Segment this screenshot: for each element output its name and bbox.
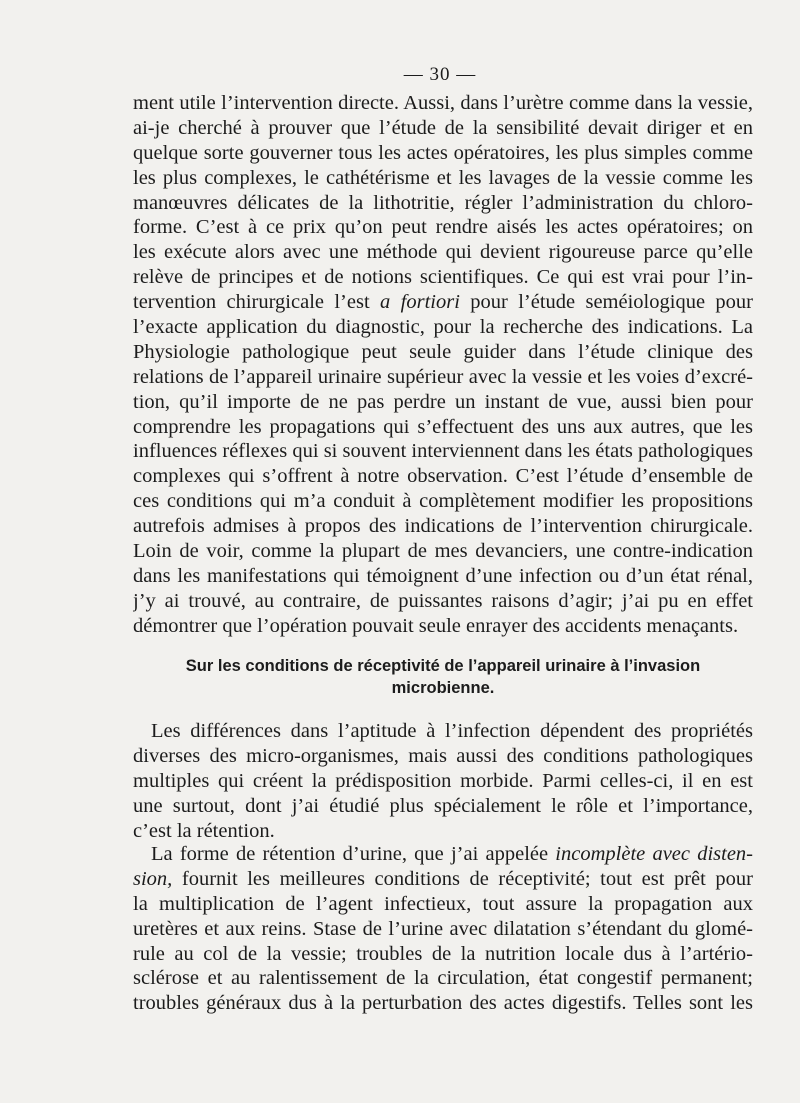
text-line: Physiologie pathologique peut seule guider dans l’étude clinique des	[133, 340, 753, 363]
text-line: démontrer que l’opération pouvait seule enrayer des accidents menaçants.	[133, 614, 739, 637]
italic-phrase: incomplète avec disten-	[555, 843, 753, 865]
text-line: ai-je cherché à prouver que l’étude de la sensibilité devait diriger et en	[133, 116, 753, 139]
text-line: diverses des micro-organismes, mais aussi des conditions pathologiques	[133, 744, 753, 767]
text-line: ces conditions qui m’a conduit à complètement modifier les propositions	[133, 490, 753, 513]
text-line-with-italic	[133, 842, 753, 867]
text-line: quelque sorte gouverner tous les actes opératoires, les plus simples comme	[133, 141, 753, 164]
text-segment: fournit les meilleures conditions de réceptivité; tout est prêt pour	[172, 867, 753, 890]
italic-phrase: a fortiori	[380, 291, 460, 314]
text-line: dans les manifestations qui témoignent d’une infection ou d’un état rénal,	[133, 564, 753, 587]
text-line: les plus complexes, le cathétérisme et les lavages de la vessie comme les	[133, 166, 753, 189]
text-segment: pour l’étude seméiologique pour	[459, 291, 753, 314]
page-number: — 30 —	[403, 64, 477, 85]
text-line: complexes qui s’offrent à notre observation. C’est l’étude d’ensemble de	[133, 465, 753, 488]
text-line: ment utile l’intervention directe. Aussi, dans l’urètre comme dans la vessie,	[133, 92, 753, 114]
text-line: troubles généraux dus à la perturbation des actes digestifs. Telles sont les	[133, 992, 753, 1015]
text-line: Les différences dans l’aptitude à l’infection dépendent des propriétés	[151, 720, 753, 742]
text-line: relève de principes et de notions scientifiques. Ce qui est vrai pour l’in-	[133, 266, 753, 289]
text-line: rule au col de la vessie; troubles de la nutrition locale dus à l’artério-	[133, 942, 753, 965]
paragraph-intervention	[133, 91, 753, 639]
text-line: sclérose et au ralentissement de la circulation, état congestif permanent;	[133, 967, 753, 990]
italic-phrase: sion,	[133, 867, 173, 890]
text-segment: tervention chirurgicale l’est	[133, 291, 381, 314]
text-line: comprendre les propagations qui s’effectuent des uns aux autres, que les	[133, 415, 753, 438]
text-line: influences réflexes qui si souvent interviennent dans les états pathologiques	[133, 440, 753, 463]
text-line: c’est la rétention.	[133, 819, 275, 842]
text-line: tion, qu’il importe de ne pas perdre un instant de vue, aussi bien pour	[133, 390, 753, 413]
text-line: multiples qui créent la prédisposition morbide. Parmi celles-ci, il en est	[133, 769, 753, 792]
paragraph-retention	[133, 842, 753, 1016]
text-line: forme. C’est à ce prix qu’on peut rendre aisés les actes opératoires; on	[133, 216, 753, 239]
text-line: autrefois admises à propos des indications de l’intervention chirurgicale.	[133, 515, 753, 538]
text-line-with-italic	[133, 290, 753, 315]
text-line: les exécute alors avec une méthode qui devient rigoureuse parce qu’elle	[133, 241, 753, 264]
text-line: une surtout, dont j’ai étudié plus spécialement le rôle et l’importance,	[133, 794, 753, 817]
paragraph-infection	[133, 719, 753, 843]
heading-line: microbienne.	[391, 679, 495, 697]
text-line: l’exacte application du diagnostic, pour la recherche des indications. La	[133, 316, 753, 339]
text-line: Loin de voir, comme la plupart de mes devanciers, une contre-indication	[133, 540, 753, 563]
text-line: uretères et aux reins. Stase de l’urine avec dilatation s’étendant du glomé-	[133, 917, 753, 940]
text-line: manœuvres délicates de la lithotritie, régler l’administration du chloro-	[133, 191, 753, 214]
text-segment: La forme de rétention d’urine, que j’ai appelée	[151, 843, 556, 865]
text-line: la multiplication de l’agent infectieux, tout assure la propagation aux	[133, 892, 753, 915]
section-heading	[133, 655, 753, 699]
heading-line: Sur les conditions de réceptivité de l’appareil urinaire à l’invasion	[185, 657, 701, 675]
text-line-with-italic	[133, 867, 753, 892]
text-line: j’y ai trouvé, au contraire, de puissantes raisons d’agir; j’ai pu en effet	[133, 589, 753, 612]
text-line: relations de l’appareil urinaire supérieur avec la vessie et les voies d’excré-	[133, 365, 753, 388]
